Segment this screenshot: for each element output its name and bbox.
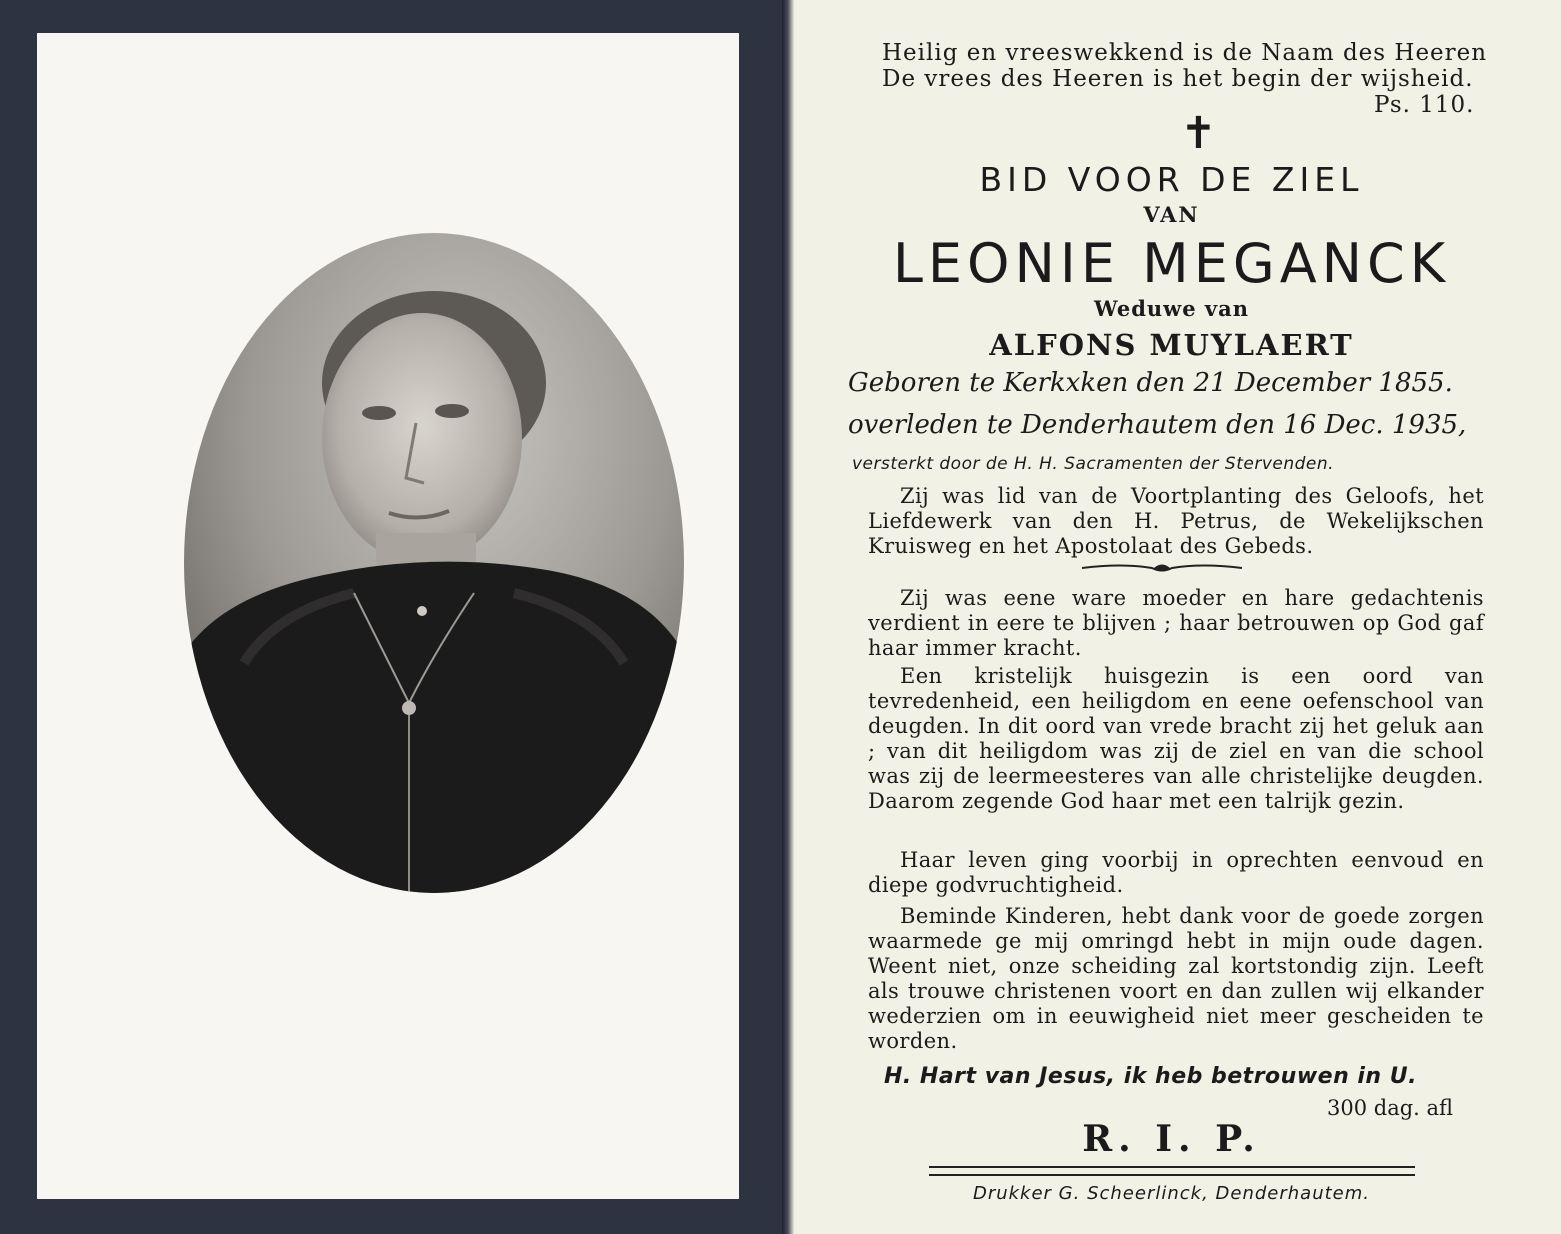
heading-van: VAN (1143, 202, 1200, 227)
rip-text: R. I. P. (1082, 1118, 1261, 1160)
paragraph-membership (868, 484, 1484, 559)
verse-line-2: De vrees des Heeren is het begin der wijsheid. (882, 66, 1474, 92)
photo-card-paper (37, 33, 739, 1199)
bottom-rule (929, 1166, 1415, 1176)
printer-credit: Drukker G. Scheerlinck, Denderhautem. (972, 1183, 1371, 1204)
ornament-divider (1082, 561, 1242, 575)
cross-icon: ✝ (1180, 108, 1217, 159)
widow-of-label: Weduwe van (1093, 296, 1249, 321)
sacred-heart-prayer: H. Hart van Jesus, ik heb betrouwen in U. (884, 1064, 1417, 1089)
verse-line-1: Heilig en vreeswekkend is de Naam des Heeren (882, 40, 1488, 66)
paragraph-children (868, 904, 1484, 1054)
prayer-heading: BID VOOR DE ZIEL (979, 160, 1364, 199)
indulgence-note: 300 dag. afl (1327, 1096, 1454, 1120)
paragraph-text: Haar leven ging voorbij in oprechten eenvoud en diepe godvruchtigheid. (868, 848, 1484, 897)
paragraph-household (868, 664, 1484, 814)
paragraph-mother (868, 586, 1484, 661)
death-line: overleden te Denderhautem den 16 Dec. 1935, (848, 410, 1467, 440)
paragraph-text: Een kristelijk huisgezin is een oord van tevredenheid, een heiligdom en eene oefenschool van deugden. In dit oord van vrede bracht zij het geluk aan ; van dit heiligdom was zij de ziel en van die school was zij de leermeesteres van alle christelijke deugden. Daarom zegende God haar met een talrijk gezin. (868, 664, 1484, 813)
verse-reference: Ps. 110. (1374, 92, 1475, 118)
portrait-image (184, 233, 684, 893)
deceased-name: LEONIE MEGANCK (892, 232, 1451, 295)
birth-line: Geboren te Kerkxken den 21 December 1855. (848, 368, 1453, 398)
paragraph-text: Zij was lid van de Voortplanting des Geloofs, het Liefdewerk van den H. Petrus, de Wekelijkschen Kruisweg en het Apostolaat des Gebeds. (868, 484, 1484, 558)
husband-name: ALFONS MUYLAERT (989, 328, 1354, 362)
memorial-text-card (782, 0, 1561, 1234)
sacraments-line: versterkt door de H. H. Sacramenten der Stervenden. (852, 454, 1335, 474)
portrait-photo (184, 233, 684, 893)
paragraph-life (868, 848, 1484, 898)
paragraph-text: Zij was eene ware moeder en hare gedachtenis verdient in eere te blijven ; haar betrouwen op God gaf haar immer kracht. (868, 586, 1484, 660)
paragraph-text: Beminde Kinderen, hebt dank voor de goede zorgen waarmede ge mij omringd hebt in mijn oude dagen. Weent niet, onze scheiding zal kortstondig zijn. Leeft als trouwe christenen voort en dan zullen wij elkander wederzien om in eeuwigheid niet meer gescheiden te worden. (868, 904, 1484, 1053)
